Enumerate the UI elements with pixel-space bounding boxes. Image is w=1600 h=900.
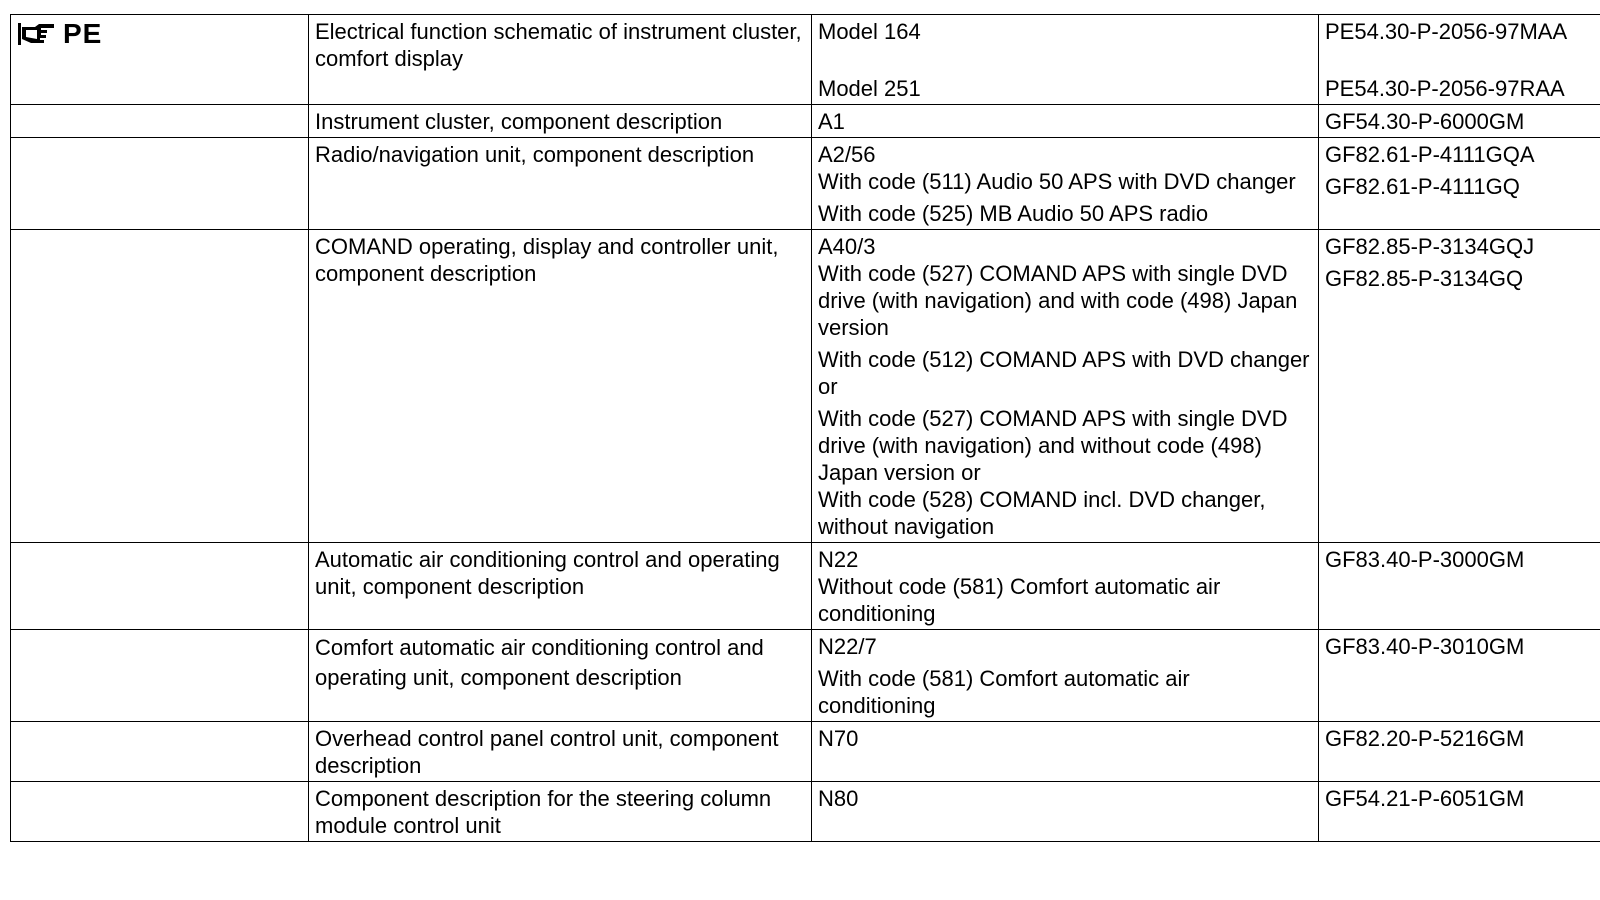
document-reference: GF83.40-P-3000GM: [1325, 547, 1525, 572]
marker-cell: [11, 138, 309, 230]
component-cell: [812, 630, 1319, 722]
reference-cell: [1319, 543, 1600, 630]
reference-cell: [1319, 782, 1600, 842]
component-entry: A1: [818, 109, 845, 134]
row-description: Component description for the steering column module control unit: [315, 786, 772, 838]
component-cell: [812, 105, 1319, 138]
pe-marker: [17, 18, 302, 50]
row-description: Overhead control panel control unit, component description: [315, 726, 779, 778]
document-reference: GF82.85-P-3134GQ: [1325, 266, 1524, 291]
description-cell: [309, 722, 812, 782]
document-reference: GF54.30-P-6000GM: [1325, 109, 1525, 134]
component-entry: A2/56 With code (511) Audio 50 APS with DVD changer: [818, 142, 1296, 194]
component-entry: Model 251: [818, 76, 921, 101]
marker-label: PE: [63, 18, 103, 49]
reference-cell: [1319, 230, 1600, 543]
reference-cell: [1319, 138, 1600, 230]
table-row: [11, 230, 1600, 543]
description-cell: [309, 15, 812, 105]
component-entry: N22 Without code (581) Comfort automatic air conditioning: [818, 547, 1221, 626]
table-row: [11, 722, 1600, 782]
component-entry: N22/7: [818, 634, 877, 659]
reference-cell: [1319, 15, 1600, 105]
component-cell: [812, 230, 1319, 543]
document-reference: GF82.61-P-4111GQA: [1325, 142, 1535, 167]
marker-cell: [11, 543, 309, 630]
component-cell: [812, 15, 1319, 105]
description-cell: [309, 543, 812, 630]
table-row: [11, 138, 1600, 230]
row-description: Comfort automatic air conditioning control and operating unit, component description: [315, 635, 764, 690]
row-description: Automatic air conditioning control and operating unit, component description: [315, 547, 780, 599]
reference-cell: [1319, 105, 1600, 138]
table-row: [11, 630, 1600, 722]
component-entry: With code (512) COMAND APS with DVD changer or: [818, 347, 1310, 399]
marker-cell: [11, 15, 309, 105]
component-entry: N70: [818, 726, 859, 751]
marker-cell: [11, 105, 309, 138]
document-reference: PE54.30-P-2056-97RAA: [1325, 76, 1565, 101]
marker-cell: [11, 722, 309, 782]
description-cell: [309, 630, 812, 722]
row-description: COMAND operating, display and controller unit, component description: [315, 234, 779, 286]
component-cell: [812, 138, 1319, 230]
table-row: [11, 543, 1600, 630]
component-cell: [812, 722, 1319, 782]
component-entry: A40/3 With code (527) COMAND APS with single DVD drive (with navigation) and with code (498) Japan version: [818, 234, 1298, 340]
marker-cell: [11, 630, 309, 722]
component-cell: [812, 782, 1319, 842]
row-description: Instrument cluster, component description: [315, 109, 723, 134]
document-reference: GF54.21-P-6051GM: [1325, 786, 1525, 811]
row-description: Electrical function schematic of instrument cluster, comfort display: [315, 19, 802, 71]
document-reference: GF83.40-P-3010GM: [1325, 634, 1525, 659]
document-reference: GF82.85-P-3134GQJ: [1325, 234, 1535, 259]
reference-cell: [1319, 722, 1600, 782]
component-entry: With code (527) COMAND APS with single DVD drive (with navigation) and without code (498) Japan version or With code (528) COMAND incl. DVD changer, without navigation: [818, 406, 1288, 539]
reference-cell: [1319, 630, 1600, 722]
component-entry: Model 164: [818, 19, 921, 44]
description-cell: [309, 105, 812, 138]
table-row: [11, 15, 1600, 105]
component-entry: With code (581) Comfort automatic air conditioning: [818, 666, 1190, 718]
description-cell: [309, 138, 812, 230]
component-entry: N80: [818, 786, 859, 811]
document-reference: GF82.61-P-4111GQ: [1325, 174, 1520, 199]
component-entry: With code (525) MB Audio 50 APS radio: [818, 201, 1209, 226]
description-cell: [309, 230, 812, 543]
row-description: Radio/navigation unit, component description: [315, 142, 755, 167]
reference-table: [10, 14, 1600, 842]
marker-cell: [11, 230, 309, 543]
table-row: [11, 782, 1600, 842]
description-cell: [309, 782, 812, 842]
component-cell: [812, 543, 1319, 630]
pointing-hand-icon: [17, 21, 57, 47]
table-row: [11, 105, 1600, 138]
marker-cell: [11, 782, 309, 842]
document-reference: PE54.30-P-2056-97MAA: [1325, 19, 1568, 44]
document-reference: GF82.20-P-5216GM: [1325, 726, 1525, 751]
